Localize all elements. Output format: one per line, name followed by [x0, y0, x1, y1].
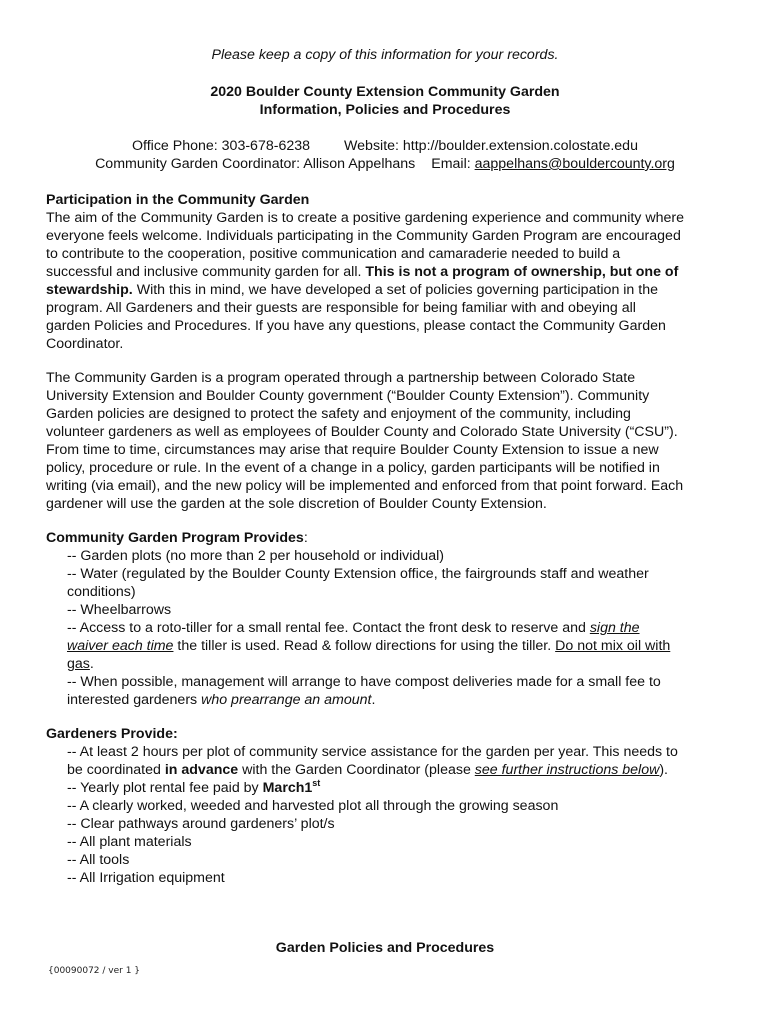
document-title-line2: Information, Policies and Procedures: [259, 102, 511, 118]
paragraph-line: policy, procedure or rule. In the event of a change in a policy, garden participants will be notified in: [46, 460, 660, 476]
paragraph-line: Garden policies are designed to protect the safety and enjoyment of the community, including: [46, 406, 631, 422]
program-provides-heading-line: [46, 529, 726, 547]
paragraph-line: The aim of the Community Garden is to create a positive gardening experience and community where: [46, 210, 684, 226]
document-footer-id: {00090072 / ver 1 }: [48, 966, 141, 976]
paragraph-line: [46, 281, 726, 299]
list-item: -- All Irrigation equipment: [67, 870, 225, 886]
email-link[interactable]: aappelhans@bouldercounty.org: [474, 156, 675, 172]
text-run: -- Access to a roto-tiller for a small rental fee. Contact the front desk to reserve and: [67, 620, 586, 636]
paragraph-line: The Community Garden is a program operated through a partnership between Colorado State: [46, 370, 636, 386]
participation-section: [46, 191, 726, 353]
list-item: [46, 619, 726, 637]
paragraph-line: [46, 263, 726, 281]
waiver-emphasis-cont: waiver each time: [67, 638, 174, 654]
ordinal-suffix: st: [312, 778, 321, 788]
oil-warning: Do not mix oil with: [555, 638, 671, 654]
text-run: .: [371, 692, 376, 708]
list-item: -- When possible, management will arrange to have compost deliveries made for a small fee to: [67, 674, 661, 690]
text-run: the tiller is used. Read & follow directions for using the tiller.: [177, 638, 552, 654]
gardeners-provide-heading: Gardeners Provide:: [46, 726, 178, 742]
paragraph-line: From time to time, circumstances may arise that require Boulder County Extension to issue a new: [46, 442, 659, 458]
partnership-section: [46, 369, 726, 513]
list-item: -- Clear pathways around gardeners’ plot/s: [67, 816, 335, 832]
list-item: -- All tools: [67, 852, 130, 868]
paragraph-line: garden Policies and Procedures. If you have any questions, please contact the Community Garden: [46, 318, 666, 334]
text-run: .: [89, 656, 94, 672]
list-item-continuation: [46, 655, 726, 673]
prearrange-emphasis: who prearrange an amount: [201, 692, 372, 708]
list-item: -- A clearly worked, weeded and harvested plot all through the growing season: [67, 798, 559, 814]
list-item-continuation: [46, 761, 726, 779]
contact-line-2: [0, 155, 770, 173]
deadline-date: March1: [262, 780, 313, 796]
advance-emphasis: in advance: [164, 762, 239, 778]
list-item: -- Garden plots (no more than 2 per household or individual): [67, 548, 444, 564]
text-run: be coordinated: [67, 762, 161, 778]
paragraph-line: to contribute to the cooperation, positive communication and camaraderie needed to build a: [46, 246, 621, 262]
stewardship-emphasis: This is not a program of ownership, but one of: [365, 264, 679, 280]
program-provides-section: [46, 529, 726, 709]
coordinator-name: Community Garden Coordinator: Allison Appelhans: [95, 156, 416, 172]
text-run: -- Yearly plot rental fee paid by: [67, 780, 259, 796]
paragraph-line: writing (via email), and the new policy will be implemented and enforced from that point forward. Each: [46, 478, 684, 494]
records-note: Please keep a copy of this information for your records.: [211, 47, 559, 63]
list-item-continuation: conditions): [67, 584, 136, 600]
email-label: Email:: [431, 156, 471, 172]
text-run: ).: [659, 762, 668, 778]
heading-colon: :: [303, 530, 308, 546]
list-item: -- At least 2 hours per plot of community service assistance for the garden per year. This needs to: [67, 744, 678, 760]
list-item-continuation: [46, 691, 726, 709]
website-link[interactable]: Website: http://boulder.extension.colostate.edu: [344, 138, 638, 154]
office-phone: Office Phone: 303-678-6238: [132, 138, 311, 154]
paragraph-line: everyone feels welcome. Individuals participating in the Community Garden Program are encouraged: [46, 228, 681, 244]
list-item: -- Water (regulated by the Boulder County Extension office, the fairgrounds staff and weather: [67, 566, 649, 582]
document-title-line1: 2020 Boulder County Extension Community Garden: [210, 84, 560, 100]
paragraph-line: Coordinator.: [46, 336, 124, 352]
text-run: successful and inclusive community garden for all.: [46, 264, 362, 280]
oil-warning-cont: gas: [67, 656, 90, 672]
further-instructions-link: see further instructions below: [474, 762, 660, 778]
paragraph-line: University Extension and Boulder County government (“Boulder County Extension”). Community: [46, 388, 650, 404]
paragraph-line: program. All Gardeners and their guests are responsible for being familiar with and obeying all: [46, 300, 636, 316]
gardeners-provide-section: [46, 725, 726, 887]
waiver-emphasis: sign the: [589, 620, 640, 636]
text-run: with the Garden Coordinator (please: [242, 762, 471, 778]
participation-heading: Participation in the Community Garden: [46, 192, 310, 208]
stewardship-emphasis-end: stewardship.: [46, 282, 133, 298]
list-item: -- Wheelbarrows: [67, 602, 172, 618]
text-run: With this in mind, we have developed a set of policies governing participation in the: [136, 282, 658, 298]
list-item: [46, 779, 726, 797]
paragraph-line: gardener will use the garden at the sole discretion of Boulder County Extension.: [46, 496, 547, 512]
list-item-continuation: [46, 637, 726, 655]
text-run: interested gardeners: [67, 692, 198, 708]
program-provides-heading: Community Garden Program Provides: [46, 530, 304, 546]
list-item: -- All plant materials: [67, 834, 192, 850]
policies-heading: Garden Policies and Procedures: [275, 940, 495, 956]
paragraph-line: volunteer gardeners as well as employees of Boulder County and Colorado State University (“CSU”).: [46, 424, 678, 440]
contact-line-1: [0, 137, 770, 155]
